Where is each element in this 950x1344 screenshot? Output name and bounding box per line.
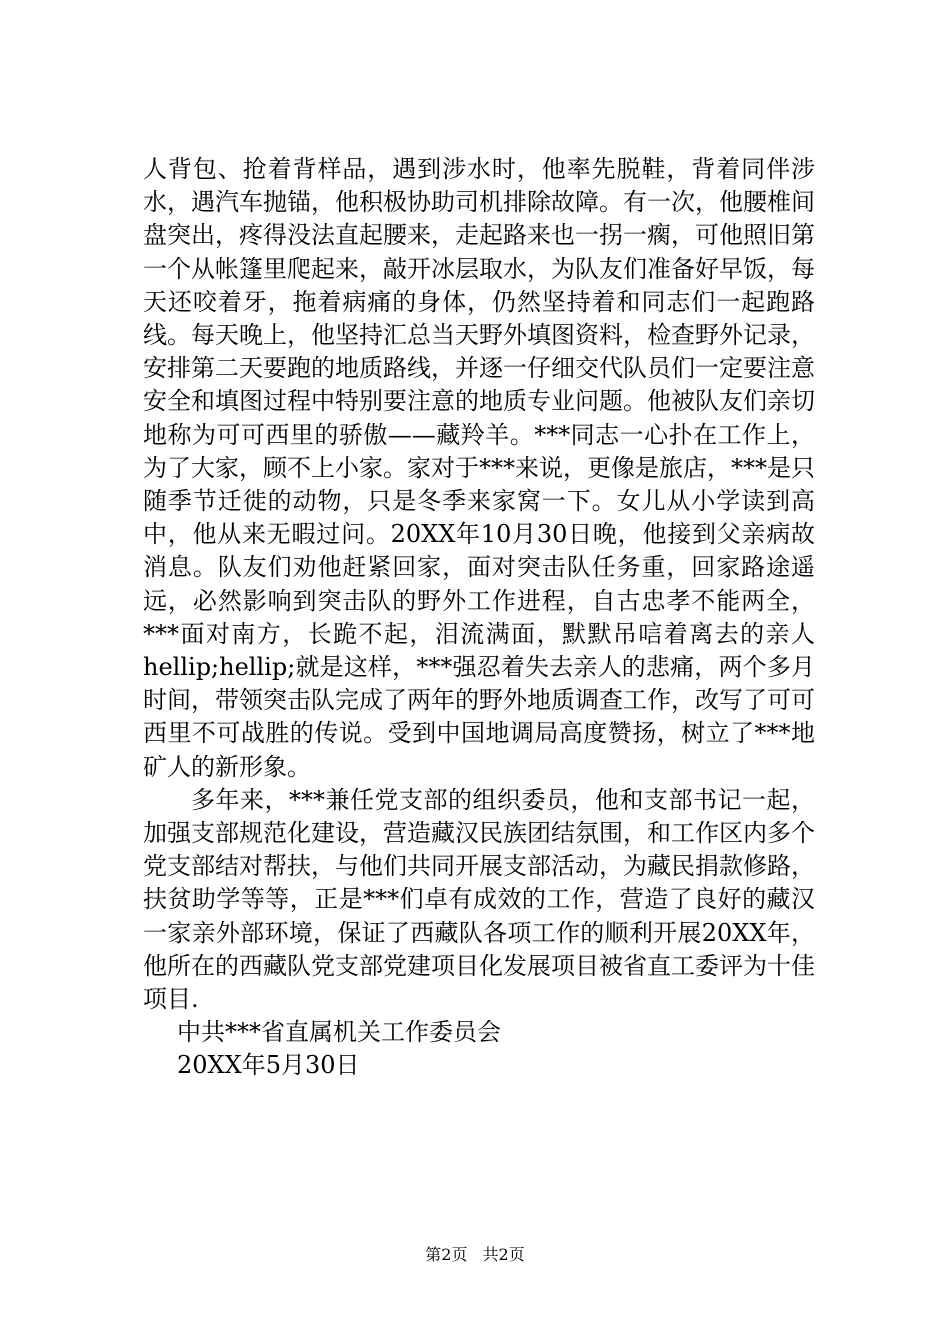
page-footer [0, 1244, 950, 1266]
paragraph-continued: 人背包、抢着背样品，遇到涉水时，他率先脱鞋，背着同伴涉水，遇汽车抛锚，他积极协助司机排除故障。有一次，他腰椎间盘突出，疼得没法直起腰来，走起路来也一拐一瘸，可他照旧第一个从帐篷里爬起来，敲开冰层取水，为队友们准备好早饭，每天还咬着牙，拖着病痛的身体，仍然坚持着和同志们一起跑路线。每天晚上，他坚持汇总当天野外填图资料，检查野外记录，安排第二天要跑的地质路线，并逐一仔细交代队员们一定要注意安全和填图过程中特别要注意的地质专业问题。他被队友们亲切地称为可可西里的骄傲——藏羚羊。***同志一心扑在工作上，为了大家，顾不上小家。家对于***来说，更像是旅店，***是只随季节迁徙的动物，只是冬季来家窝一下。女儿从小学读到高中，他从来无暇过问。20XX年10月30日晚，他接到父亲病故消息。队友们劝他赶紧回家，面对突击队任务重，回家路途遥远，必然影响到突击队的野外工作进程，自古忠孝不能两全，***面对南方，长跪不起，泪流满面，默默吊唁着离去的亲人hellip;hellip;就是这样，***强忍着失去亲人的悲痛，两个多月时间，带领突击队完成了两年的野外地质调查工作，改写了可可西里不可战胜的传说。受到中国地调局高度赞扬，树立了***地矿人的新形象。 [143, 155, 815, 781]
page-number-total: 共2页 [482, 1245, 525, 1264]
paragraph-party-work: 多年来，***兼任党支部的组织委员，他和支部书记一起，加强支部规范化建设，营造藏汉民族团结氛围，和工作区内多个党支部结对帮扶，与他们共同开展支部活动，为藏民捐款修路，扶贫助学等等，正是***们卓有成效的工作，营造了良好的藏汉一家亲外部环境，保证了西藏队各项工作的顺利开展20XX年，他所在的西藏队党支部党建项目化发展项目被省直工委评为十佳项目. [143, 785, 815, 1014]
document-body [143, 153, 815, 1083]
signature-date: 20XX年5月30日 [177, 1051, 360, 1080]
page-number-current: 第2页 [425, 1245, 468, 1264]
signature-organization: 中共***省直属机关工作委员会 [177, 1018, 501, 1047]
